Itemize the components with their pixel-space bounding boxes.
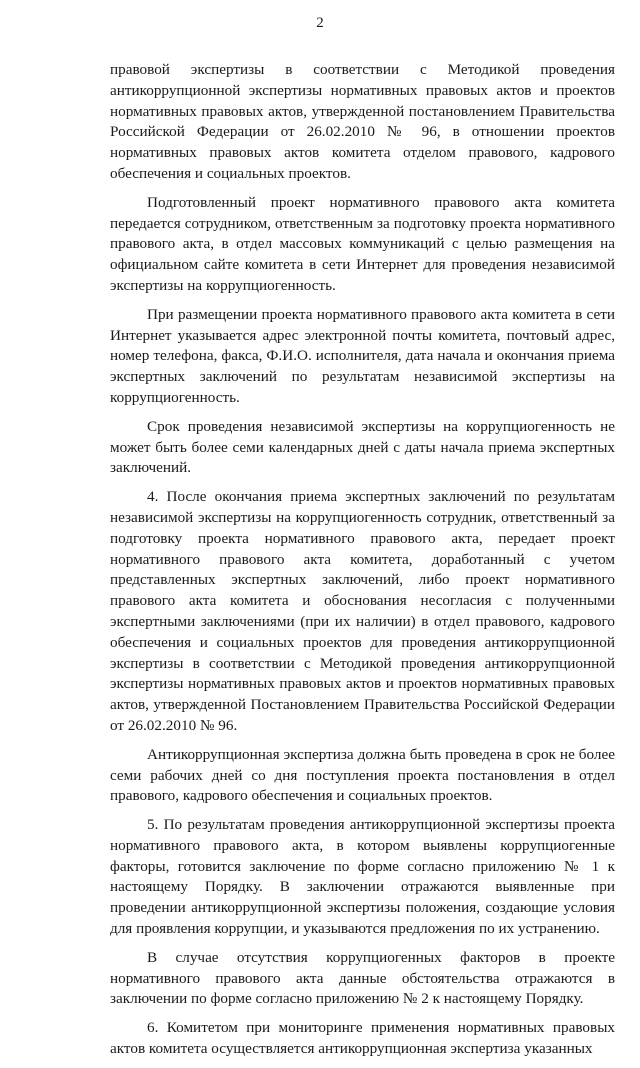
page-number: 2: [316, 15, 324, 31]
paragraph-item-6: 6. Комитетом при мониторинге применения нормативных правовых актов комитета осуществляется антикоррупционная экспертиза указанных: [110, 1019, 615, 1058]
paragraph-no-factors: В случае отсутствия коррупциогенных факторов в проекте нормативного правового акта данные обстоятельства отражаются в заключении по форме согласно приложению № 2 к настоящему Порядку.: [110, 948, 615, 1008]
paragraph-internet-posting: При размещении проекта нормативного правового акта комитета в сети Интернет указывается адрес электронной почты комитета, почтовый адрес, номер телефона, факса, Ф.И.О. исполнителя, дата начала и окончания приема экспертных заключений по результатам независимой экспертизы на коррупциогенность.: [110, 305, 615, 406]
paragraph-project-transfer: Подготовленный проект нормативного правового акта комитета передается сотрудником, ответственным за подготовку проекта нормативного правового акта, в отдел массовых коммуникаций с целью размещения на официальном сайте комитета в сети Интернет для проведения независимой экспертизы на коррупциогенность.: [110, 193, 615, 294]
document-body: [110, 60, 615, 1068]
paragraph-expertise-term: Срок проведения независимой экспертизы на коррупциогенность не может быть более семи календарных дней с даты начала приема экспертных заключений.: [110, 417, 615, 477]
paragraph-item-5: 5. По результатам проведения антикоррупционной экспертизы проекта нормативного правового акта, в котором выявлены коррупциогенные факторы, готовится заключение по форме согласно приложению № 1 к настоящему Порядку. В заключении отражаются выявленные при проведении антикоррупционной экспертизы положения, создающие условия для проявления коррупции, и указываются предложения по их устранению.: [110, 816, 615, 938]
paragraph-anticorruption-term: Антикоррупционная экспертиза должна быть проведена в срок не более семи рабочих дней со дня поступления проекта постановления в отдел правового, кадрового обеспечения и социальных проектов.: [110, 745, 615, 805]
paragraph-item-4: 4. После окончания приема экспертных заключений по результатам независимой экспертизы на коррупциогенность сотрудник, ответственный за подготовку проекта нормативного правового акта, передает проект нормативного правового акта комитета, доработанный с учетом представленных экспертных заключений, либо проект нормативного правового акта комитета и обоснования несогласия с полученными экспертными заключениями (при их наличии) в отдел правового, кадрового обеспечения и социальных проектов для проведения антикоррупционной экспертизы в соответствии с Методикой проведения антикоррупционной экспертизы нормативных правовых актов и проектов нормативных правовых актов, утвержденной Постановлением Правительства Российской Федерации от 26.02.2010 № 96.: [110, 488, 615, 734]
paragraph-continuation: правовой экспертизы в соответствии с Методикой проведения антикоррупционной экспертизы нормативных правовых актов и проектов нормативных правовых актов, утвержденной постановлением Правительства Российской Федерации от 26.02.2010 № 96, в отношении проектов нормативных правовых актов комитета отделом правового, кадрового обеспечения и социальных проектов.: [110, 61, 615, 182]
